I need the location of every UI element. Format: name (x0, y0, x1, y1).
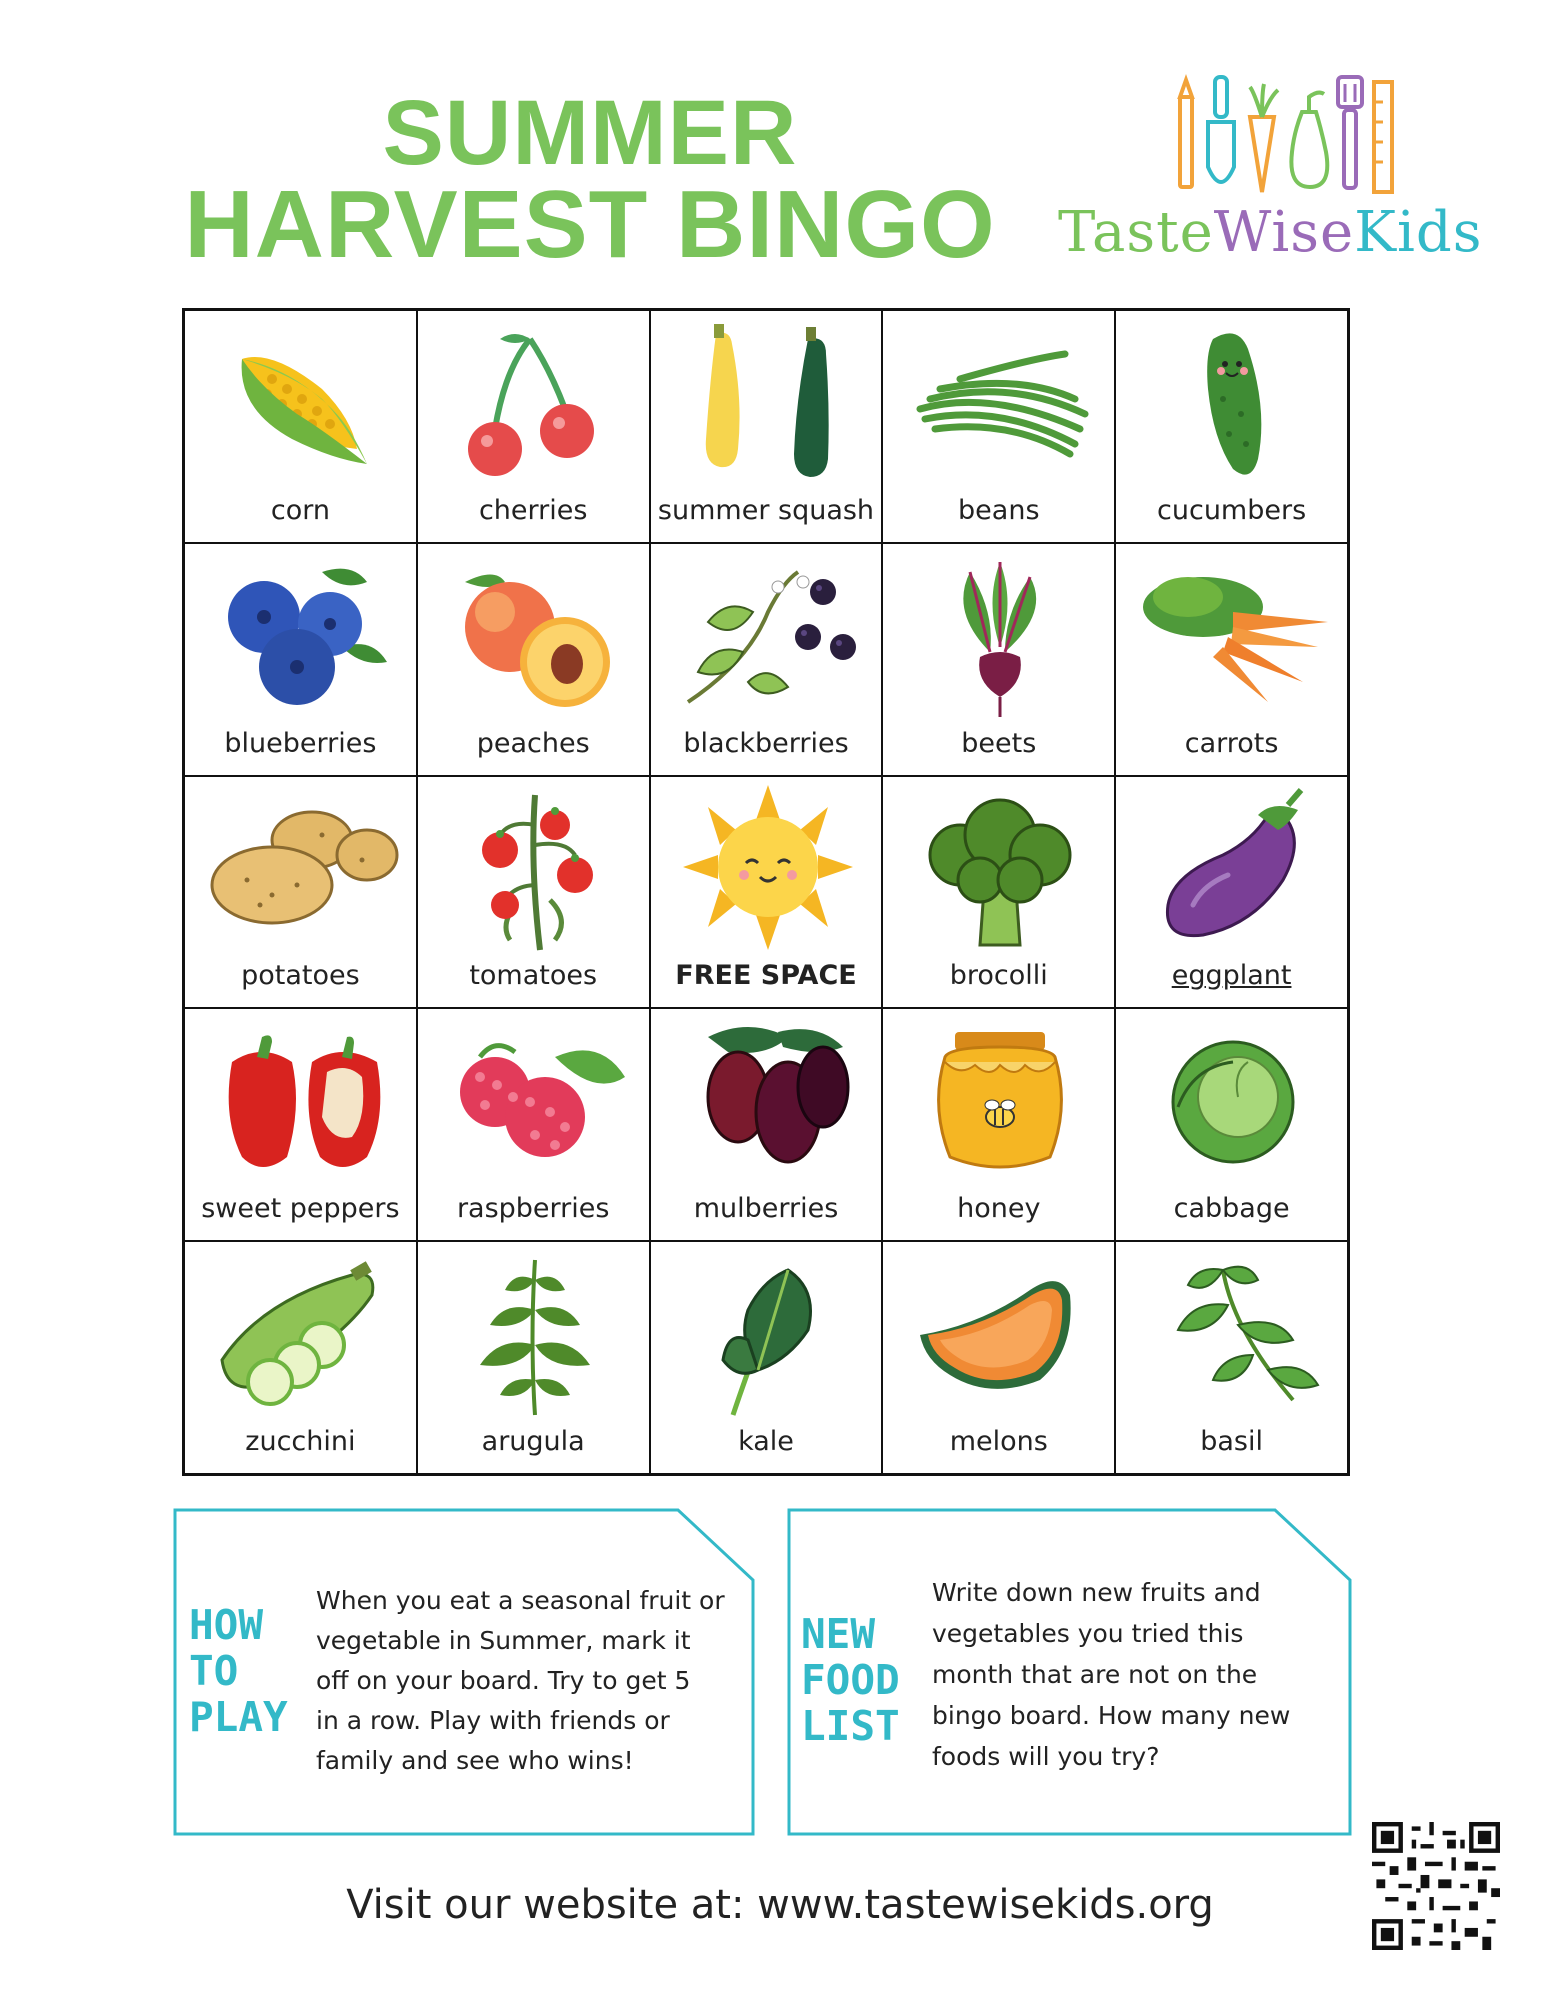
new-food-list-heading (801, 1611, 900, 1749)
cell-label: blackberries (683, 727, 849, 759)
cell-label: tomatoes (469, 960, 598, 992)
arugula-icon (435, 1250, 635, 1420)
bingo-cell-blueberries[interactable] (184, 543, 417, 776)
cell-label: blueberries (224, 727, 377, 759)
bingo-cell-corn[interactable] (184, 310, 417, 543)
title-line-2: HARVEST BINGO (184, 171, 996, 279)
bingo-board (182, 308, 1350, 1476)
corn-icon (202, 319, 402, 489)
cell-label: FREE SPACE (675, 960, 857, 992)
heading-word: LIST (801, 1702, 900, 1750)
cell-label: kale (738, 1426, 794, 1457)
new-food-list-text (932, 1572, 1290, 1777)
beet-icon (900, 552, 1100, 722)
page-title (150, 82, 1030, 279)
bingo-cell-sweet-peppers[interactable] (184, 1008, 417, 1241)
cell-label: zucchini (245, 1426, 356, 1457)
heading-word: HOW (189, 1601, 264, 1649)
basil-icon (1133, 1250, 1333, 1420)
potatoes-icon (202, 785, 402, 955)
bingo-cell-beans[interactable] (882, 310, 1115, 543)
bingo-cell-cucumbers[interactable] (1115, 310, 1348, 543)
bingo-cell-kale[interactable] (650, 1241, 883, 1474)
bingo-cell-basil[interactable] (1115, 1241, 1348, 1474)
bingo-cell-cherries[interactable] (417, 310, 650, 543)
cell-label: carrots (1184, 727, 1279, 759)
cell-label: honey (957, 1193, 1041, 1225)
cell-label: beans (958, 494, 1040, 526)
summer-squash-icon (668, 319, 868, 489)
cell-label: potatoes (241, 960, 360, 992)
text-line: off on your board. Try to get 5 (316, 1666, 691, 1695)
logo-wordmark (1058, 200, 1483, 265)
cell-label: sweet peppers (201, 1193, 400, 1225)
bingo-cell-cabbage[interactable] (1115, 1008, 1348, 1241)
text-line: vegetable in Summer, mark it (316, 1626, 691, 1655)
bingo-cell-arugula[interactable] (417, 1241, 650, 1474)
cell-label: peaches (476, 727, 590, 759)
title-line-1: SUMMER (382, 82, 798, 184)
tomatoes-icon (435, 785, 635, 955)
logo-word-wise: Wise (1213, 200, 1355, 265)
blueberries-icon (202, 552, 402, 722)
how-to-play-box (173, 1508, 755, 1836)
bingo-cell-raspberries[interactable] (417, 1008, 650, 1241)
bingo-cell-summer-squash[interactable] (650, 310, 883, 543)
broccoli-icon (900, 785, 1100, 955)
cell-label: brocolli (949, 960, 1048, 992)
bingo-cell-beets[interactable] (882, 543, 1115, 776)
text-line: bingo board. How many new (932, 1701, 1291, 1730)
cell-label: corn (270, 494, 330, 526)
bingo-cell-honey[interactable] (882, 1008, 1115, 1241)
cell-label: summer squash (657, 494, 875, 526)
bingo-cell-zucchini[interactable] (184, 1241, 417, 1474)
text-line: vegetables you tried this (932, 1619, 1244, 1648)
melon-icon (900, 1250, 1100, 1420)
logo-word-kids: Kids (1354, 200, 1483, 265)
bingo-cell-melons[interactable] (882, 1241, 1115, 1474)
mulberries-icon (668, 1017, 868, 1187)
tastewisekids-logo (1050, 60, 1510, 270)
bingo-cell-free-space[interactable] (650, 776, 883, 1009)
beans-icon (900, 319, 1100, 489)
raspberries-icon (435, 1017, 635, 1187)
cell-label: mulberries (693, 1193, 839, 1225)
cell-label: cherries (478, 494, 588, 526)
cherries-icon (435, 319, 635, 489)
sweet-peppers-icon (202, 1017, 402, 1187)
text-line: in a row. Play with friends or (316, 1706, 670, 1735)
bingo-cell-broccoli[interactable] (882, 776, 1115, 1009)
bingo-cell-mulberries[interactable] (650, 1008, 883, 1241)
heading-word: TO (189, 1647, 239, 1695)
heading-word: FOOD (801, 1656, 900, 1704)
zucchini-icon (202, 1250, 402, 1420)
bingo-cell-potatoes[interactable] (184, 776, 417, 1009)
peach-icon (435, 552, 635, 722)
heading-word: NEW (801, 1610, 876, 1658)
carrots-icon (1133, 552, 1333, 722)
bingo-cell-peaches[interactable] (417, 543, 650, 776)
cabbage-icon (1133, 1017, 1333, 1187)
text-line: When you eat a seasonal fruit or (316, 1586, 725, 1615)
cell-label: basil (1200, 1426, 1263, 1457)
cell-label: beets (961, 727, 1037, 759)
cell-label: raspberries (456, 1193, 610, 1225)
logo-word-taste: Taste (1058, 200, 1214, 265)
cucumber-icon (1133, 319, 1333, 489)
qr-code-icon[interactable] (1372, 1822, 1500, 1950)
text-line: month that are not on the (932, 1660, 1258, 1689)
kitchen-tools-icon (1170, 72, 1400, 202)
honey-icon (900, 1017, 1100, 1187)
text-line: Write down new fruits and (932, 1578, 1261, 1607)
how-to-play-text (316, 1581, 725, 1781)
text-line: foods will you try? (932, 1742, 1160, 1771)
bingo-cell-blackberries[interactable] (650, 543, 883, 776)
heading-word: PLAY (189, 1693, 288, 1741)
cell-label: arugula (481, 1426, 585, 1457)
kale-icon (668, 1250, 868, 1420)
eggplant-icon (1133, 785, 1333, 955)
website-footer[interactable]: Visit our website at: www.tastewisekids.org (346, 1882, 1214, 1928)
bingo-cell-eggplant[interactable] (1115, 776, 1348, 1009)
bingo-cell-tomatoes[interactable] (417, 776, 650, 1009)
cell-label: eggplant (1171, 960, 1292, 992)
sun-icon (668, 785, 868, 955)
text-line: family and see who wins! (316, 1746, 634, 1775)
cell-label: cucumbers (1157, 494, 1307, 526)
bingo-cell-carrots[interactable] (1115, 543, 1348, 776)
new-food-list-box (787, 1508, 1352, 1836)
how-to-play-heading (189, 1602, 288, 1740)
blackberries-icon (668, 552, 868, 722)
cell-label: cabbage (1173, 1193, 1290, 1225)
cell-label: melons (949, 1426, 1048, 1457)
